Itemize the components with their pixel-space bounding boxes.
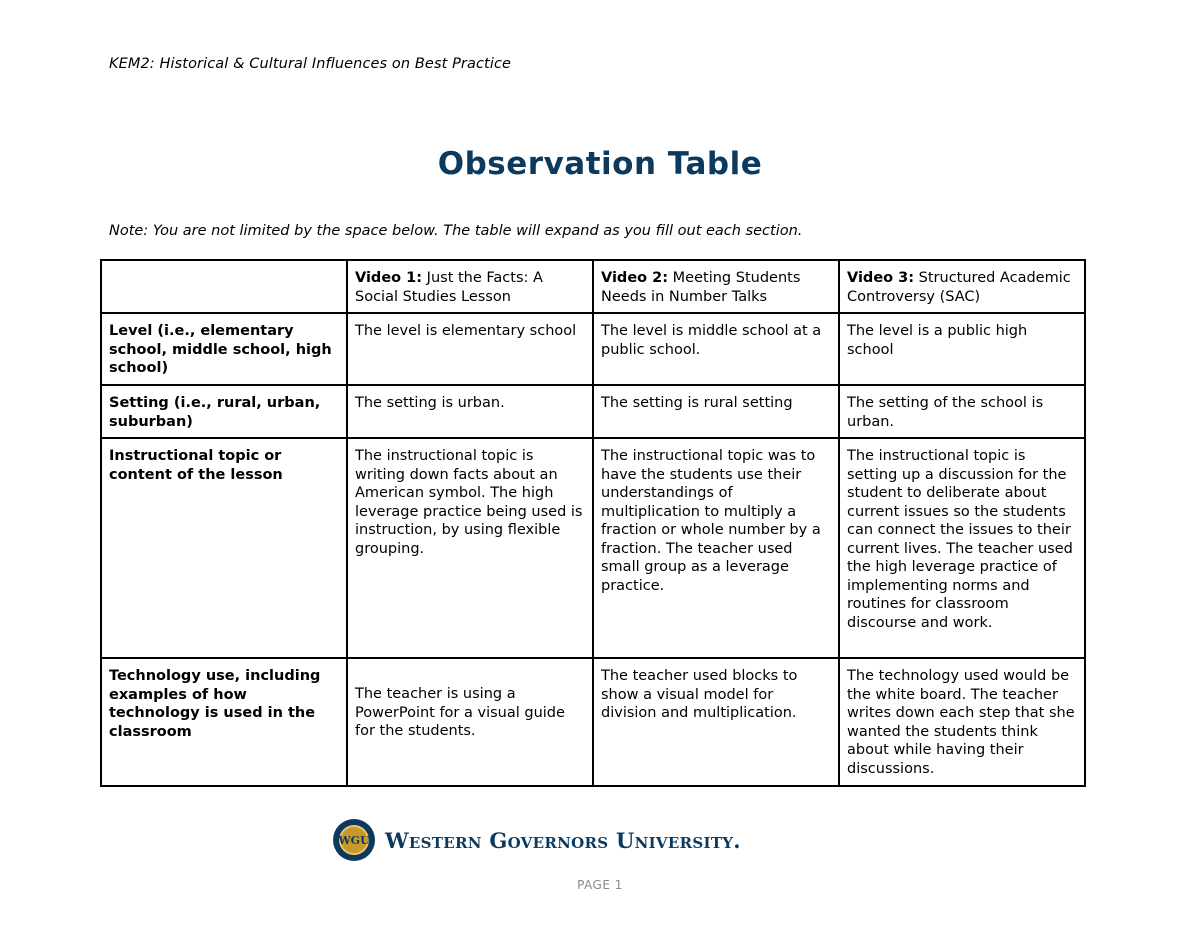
video-title: Structured Academic Controversy (SAC) xyxy=(847,270,1071,305)
table-row xyxy=(101,438,1085,658)
table-cell[interactable]: The level is middle school at a public school. xyxy=(593,313,839,385)
table-cell[interactable]: The technology used would be the white board. The teacher writes down each step that she wanted the students think about while having their discussions. xyxy=(839,658,1085,786)
seal-monogram: WGU xyxy=(339,825,369,855)
document-header: KEM2: Historical & Cultural Influences on Best Practice xyxy=(109,56,512,72)
table-cell[interactable]: The teacher used blocks to show a visual model for division and multiplication. xyxy=(593,658,839,786)
table-cell[interactable]: The setting is rural setting xyxy=(593,385,839,438)
university-wordmark: Western Governors University. xyxy=(385,827,741,853)
university-seal-icon xyxy=(333,819,375,861)
video-label: Video 2: xyxy=(601,270,669,286)
table-cell[interactable]: The setting of the school is urban. xyxy=(839,385,1085,438)
video-label: Video 3: xyxy=(847,270,915,286)
video-title: Just the Facts: A Social Studies Lesson xyxy=(355,270,543,305)
table-cell[interactable]: The instructional topic is setting up a discussion for the student to deliberate about current issues so the students can connect the issues to their current lives. The teacher used the high leverage practice of implementing norms and routines for classroom discourse and work. xyxy=(839,438,1085,658)
observation-table xyxy=(100,259,1086,787)
row-header-topic: Instructional topic or content of the lesson xyxy=(101,438,347,658)
instruction-note: Note: You are not limited by the space below. The table will expand as you fill out each section. xyxy=(109,223,803,239)
video-label: Video 1: xyxy=(355,270,423,286)
table-cell[interactable]: The instructional topic is writing down facts about an American symbol. The high leverage practice being used is instruction, by using flexible grouping. xyxy=(347,438,593,658)
header-empty-cell xyxy=(101,260,347,313)
header-cell-video-1[interactable] xyxy=(347,260,593,313)
row-header-setting: Setting (i.e., rural, urban, suburban) xyxy=(101,385,347,438)
table-cell[interactable]: The level is a public high school xyxy=(839,313,1085,385)
row-header-level: Level (i.e., elementary school, middle school, high school) xyxy=(101,313,347,385)
table-row xyxy=(101,658,1085,786)
page-number: PAGE 1 xyxy=(577,878,623,892)
page-title: Observation Table xyxy=(437,146,763,182)
header-cell-video-2[interactable] xyxy=(593,260,839,313)
table-row xyxy=(101,385,1085,438)
table-cell[interactable]: The level is elementary school xyxy=(347,313,593,385)
table-cell[interactable]: The setting is urban. xyxy=(347,385,593,438)
video-title: Meeting Students Needs in Number Talks xyxy=(601,270,801,305)
table-cell[interactable]: The instructional topic was to have the students use their understandings of multiplication to multiply a fraction or whole number by a fraction. The teacher used small group as a leverage practice. xyxy=(593,438,839,658)
wgu-logo xyxy=(333,818,741,862)
cell-text: The teacher is using a PowerPoint for a visual guide for the students. xyxy=(355,686,565,739)
table-cell[interactable] xyxy=(347,658,593,786)
table-header-row xyxy=(101,260,1085,313)
header-cell-video-3[interactable] xyxy=(839,260,1085,313)
table-row xyxy=(101,313,1085,385)
row-header-technology: Technology use, including examples of how technology is used in the classroom xyxy=(101,658,347,786)
